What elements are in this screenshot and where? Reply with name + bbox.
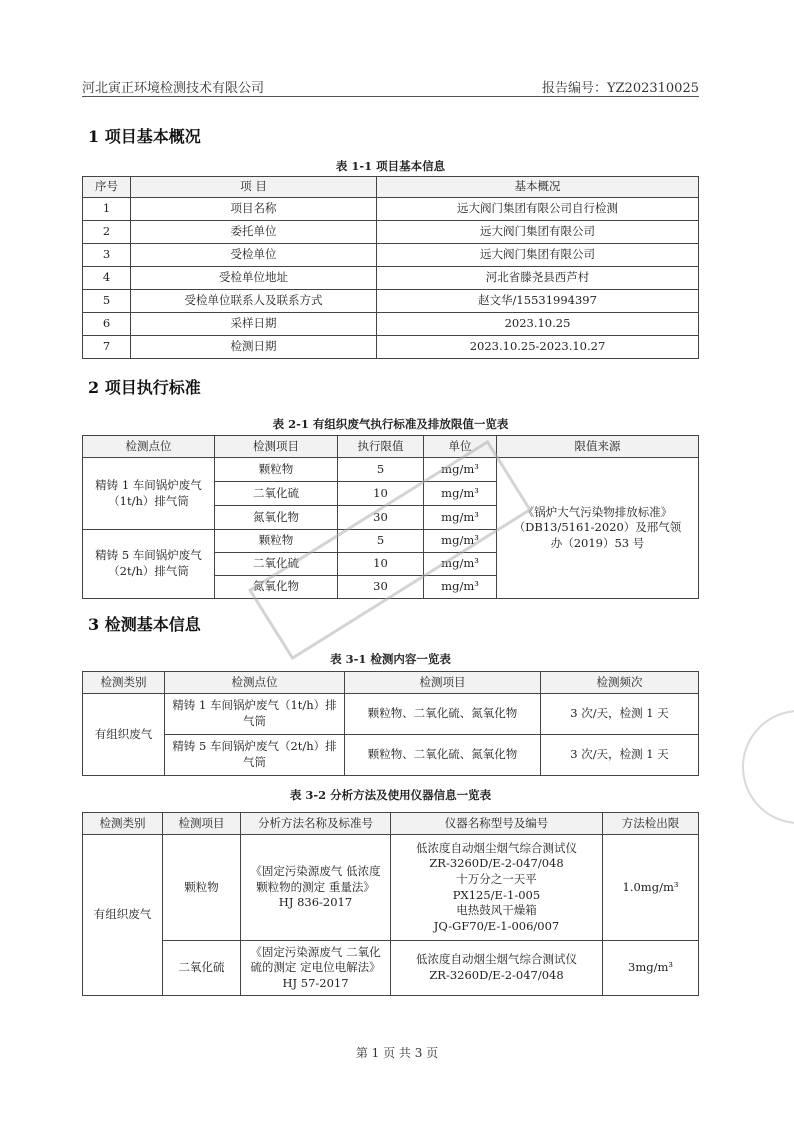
instrument-line: PX125/E-1-005 bbox=[452, 887, 541, 902]
cell: 颗粒物、二氧化硫、氮氧化物 bbox=[345, 694, 541, 735]
col-header: 检测项目 bbox=[215, 436, 338, 458]
col-header: 检测点位 bbox=[165, 672, 345, 694]
table-header-row bbox=[83, 177, 699, 198]
cell: 远大阀门集团有限公司 bbox=[377, 221, 699, 244]
table-1-1-caption: 表 1-1 项目基本信息 bbox=[335, 159, 446, 173]
cell: 河北省滕尧县西芦村 bbox=[377, 267, 699, 290]
cell: 精铸 1 车间锅炉废气（1t/h）排气筒 bbox=[165, 694, 345, 735]
table-row bbox=[83, 458, 699, 482]
cell: 5 bbox=[338, 458, 424, 482]
instrument-line: 低浓度自动烟尘烟气综合测试仪 bbox=[416, 952, 577, 967]
cell: 二氧化硫 bbox=[215, 553, 338, 576]
instrument-line: 电热鼓风干燥箱 bbox=[456, 903, 537, 918]
cell: 精铸 5 车间锅炉废气（2t/h）排气筒 bbox=[165, 735, 345, 776]
limit-source: 《锅炉大气污染物排放标准》（DB13/5161-2020）及邢气领办（2019）53 号 bbox=[497, 458, 699, 599]
col-header: 检测点位 bbox=[83, 436, 215, 458]
col-header: 项 目 bbox=[131, 177, 377, 198]
section-1-title: 1 项目基本概况 bbox=[88, 127, 201, 146]
cell: 项目名称 bbox=[131, 198, 377, 221]
cell: 氮氧化物 bbox=[215, 506, 338, 530]
cell: 采样日期 bbox=[131, 313, 377, 336]
method-cell: 《固定污染源废气 二氧化硫的测定 定电位电解法》HJ 57-2017 bbox=[241, 941, 391, 996]
cell: 7 bbox=[83, 336, 131, 359]
cell: 受检单位联系人及联系方式 bbox=[131, 290, 377, 313]
col-header: 限值来源 bbox=[497, 436, 699, 458]
instrument-cell bbox=[391, 835, 603, 941]
instrument-line: ZR-3260D/E-2-047/048 bbox=[429, 856, 564, 871]
cell: 3 次/天，检测 1 天 bbox=[541, 694, 699, 735]
table-row bbox=[83, 735, 699, 776]
cell: 颗粒物 bbox=[215, 458, 338, 482]
cell: 颗粒物、二氧化硫、氮氧化物 bbox=[345, 735, 541, 776]
monitor-point-2: 精铸 5 车间锅炉废气（2t/h）排气筒 bbox=[83, 530, 215, 599]
cell: 受检单位地址 bbox=[131, 267, 377, 290]
cell: 30 bbox=[338, 576, 424, 599]
cell: 受检单位 bbox=[131, 244, 377, 267]
cell: 二氧化硫 bbox=[215, 482, 338, 506]
cell: 4 bbox=[83, 267, 131, 290]
cell: 赵文华/15531994397 bbox=[377, 290, 699, 313]
report-number: 报告编号：YZ202310025 bbox=[541, 81, 699, 96]
col-header: 序号 bbox=[83, 177, 131, 198]
cell: 委托单位 bbox=[131, 221, 377, 244]
cell: 远大阀门集团有限公司自行检测 bbox=[377, 198, 699, 221]
company-name: 河北寅正环境检测技术有限公司 bbox=[82, 81, 265, 96]
instrument-cell bbox=[391, 941, 603, 996]
cell: 30 bbox=[338, 506, 424, 530]
table-row bbox=[83, 313, 699, 336]
cell: 颗粒物 bbox=[215, 530, 338, 553]
col-header: 检测类别 bbox=[83, 813, 163, 835]
cell: 5 bbox=[338, 530, 424, 553]
cell: 3 次/天，检测 1 天 bbox=[541, 735, 699, 776]
cell: 1.0mg/m³ bbox=[603, 835, 699, 941]
table-row bbox=[83, 267, 699, 290]
table-3-1-caption: 表 3-1 检测内容一览表 bbox=[330, 652, 451, 666]
instrument-line: ZR-3260D/E-2-047/048 bbox=[429, 968, 564, 982]
cell: mg/m³ bbox=[424, 530, 497, 553]
cell: 2 bbox=[83, 221, 131, 244]
table-row bbox=[83, 835, 699, 941]
cell: 2023.10.25-2023.10.27 bbox=[377, 336, 699, 359]
edge-seal bbox=[742, 710, 794, 824]
cell: 10 bbox=[338, 553, 424, 576]
table-row bbox=[83, 290, 699, 313]
table-header-row bbox=[83, 813, 699, 835]
monitor-point-1: 精铸 1 车间锅炉废气（1t/h）排气筒 bbox=[83, 458, 215, 530]
cell: 氮氧化物 bbox=[215, 576, 338, 599]
category-cell: 有组织废气 bbox=[83, 835, 163, 996]
cell: 10 bbox=[338, 482, 424, 506]
instrument-line: 十万分之一天平 bbox=[456, 871, 537, 886]
analysis-method-table bbox=[82, 812, 699, 996]
section-3-title: 3 检测基本信息 bbox=[88, 615, 201, 634]
cell: mg/m³ bbox=[424, 576, 497, 599]
cell: 远大阀门集团有限公司 bbox=[377, 244, 699, 267]
col-header: 基本概况 bbox=[377, 177, 699, 198]
cell: mg/m³ bbox=[424, 458, 497, 482]
col-header: 检测类别 bbox=[83, 672, 165, 694]
col-header: 方法检出限 bbox=[603, 813, 699, 835]
cell: 颗粒物 bbox=[163, 835, 241, 941]
table-2-1-caption: 表 2-1 有组织废气执行标准及排放限值一览表 bbox=[272, 417, 509, 431]
col-header: 执行限值 bbox=[338, 436, 424, 458]
cell: mg/m³ bbox=[424, 553, 497, 576]
cell: 二氧化硫 bbox=[163, 941, 241, 996]
cell: mg/m³ bbox=[424, 482, 497, 506]
cell: mg/m³ bbox=[424, 506, 497, 530]
col-header: 检测频次 bbox=[541, 672, 699, 694]
table-3-2-caption: 表 3-2 分析方法及使用仪器信息一览表 bbox=[289, 788, 492, 802]
table-header-row bbox=[83, 672, 699, 694]
col-header: 检测项目 bbox=[163, 813, 241, 835]
col-header: 单位 bbox=[424, 436, 497, 458]
cell: 6 bbox=[83, 313, 131, 336]
col-header: 检测项目 bbox=[345, 672, 541, 694]
cell: 3 bbox=[83, 244, 131, 267]
section-2-title: 2 项目执行标准 bbox=[88, 378, 201, 397]
cell: 1 bbox=[83, 198, 131, 221]
category-cell: 有组织废气 bbox=[83, 694, 165, 776]
table-row bbox=[83, 221, 699, 244]
col-header: 分析方法名称及标准号 bbox=[241, 813, 391, 835]
instrument-line: JQ-GF70/E-1-006/007 bbox=[433, 918, 560, 933]
table-row bbox=[83, 198, 699, 221]
instrument-line: 低浓度自动烟尘烟气综合测试仪 bbox=[416, 840, 577, 855]
cell: 5 bbox=[83, 290, 131, 313]
cell: 2023.10.25 bbox=[377, 313, 699, 336]
page-footer: 第 1 页 共 3 页 bbox=[355, 1046, 439, 1060]
emission-standard-table bbox=[82, 435, 699, 599]
table-header-row bbox=[83, 436, 699, 458]
page-header bbox=[82, 74, 699, 97]
col-header: 仪器名称型号及编号 bbox=[391, 813, 603, 835]
method-cell: 《固定污染源废气 低浓度颗粒物的测定 重量法》HJ 836-2017 bbox=[241, 835, 391, 941]
cell: 3mg/m³ bbox=[603, 941, 699, 996]
table-row bbox=[83, 336, 699, 359]
monitoring-content-table bbox=[82, 671, 699, 776]
table-row bbox=[83, 941, 699, 996]
cell: 检测日期 bbox=[131, 336, 377, 359]
table-row bbox=[83, 694, 699, 735]
table-row bbox=[83, 244, 699, 267]
project-info-table bbox=[82, 176, 699, 359]
